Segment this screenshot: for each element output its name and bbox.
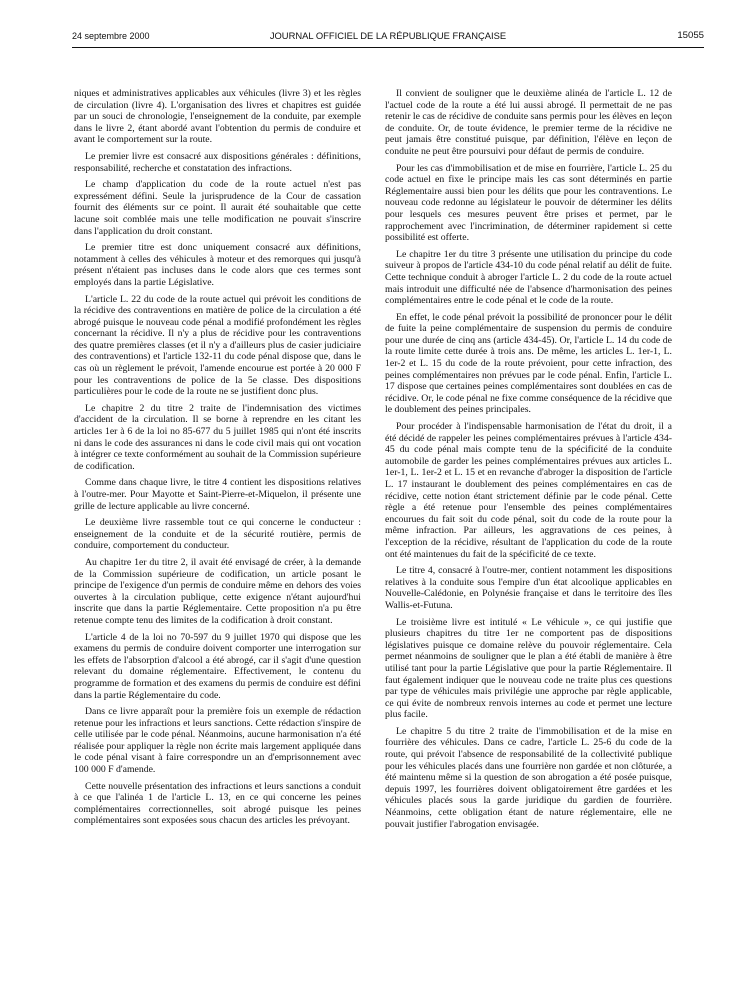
paragraph: niques et administratives applicables aux véhicules (livre 3) et les règles de circulation (livre 4). L'organisation des livres et chapitres est guidée par un souci de chronologie, l'enseignement de la conduite, par exemple dans le livre 2, étant abordé avant l'obtention du permis de conduire et avant le comportement sur la route. bbox=[74, 88, 361, 146]
paragraph: Dans ce livre apparaît pour la première fois un exemple de rédaction retenue pour les infractions et leurs sanctions. Cette rédaction s'inspire de celle utilisée par le code pénal. Néanmoins, aucune harmonisation n'a été réalisée pour appliquer la règle non écrite mais largement appliquée dans le code pénal visant à faire correspondre un an d'emprisonnement avec 100 000 F d'amende. bbox=[74, 706, 361, 776]
paragraph: Le premier livre est consacré aux dispositions générales : définitions, responsabilité, recherche et constatation des infractions. bbox=[74, 150, 361, 174]
paragraph: Cette nouvelle présentation des infractions et leurs sanctions a conduit à ce que l'alinéa 1 de l'article L. 13, en ce qui concerne les peines complémentaires correctionnelles, soit abrogé puisque les peines complémentaires sont exposées sous chacun des articles les prévoyant. bbox=[74, 780, 361, 827]
right-column bbox=[385, 88, 672, 835]
paragraph: Pour procéder à l'indispensable harmonisation de l'état du droit, il a été décidé de rappeler les peines complémentaires prévues à l'article 434-45 du code pénal mais compte tenu de la spécificité de la conduite automobile de garder les peines complémentaires prévues aux articles L. 1er-1, L. 1er-2 et L. 15 et en revanche d'abroger la disposition de l'article L. 17 instaurant le doublement des peines complémentaires en cas de récidive, cette notion étant strictement définie par le code pénal. Cette règle a été retenue pour l'ensemble des peines complémentaires encourues du fait soit du code pénal, soit du code de la route pour la même infraction. Par ailleurs, les aggravations de ces peines, à l'exception de la récidive, résultant de l'application du code de la route ont été maintenues du fait de la spécificité de ce texte. bbox=[385, 421, 672, 560]
paragraph: Le chapitre 5 du titre 2 traite de l'immobilisation et de la mise en fourrière des véhicules. Dans ce cadre, l'article L. 25-6 du code de la route, qui prévoit l'absence de responsabilité de la collectivité publique pour les véhicules placés dans une fourrière non gardée et non clôturée, a été maintenu même si la question de son abrogation a été posée puisque, depuis 1997, les fourrières doivent obligatoirement être gardées et les véhicules placés sous la garde juridique du gardien de fourrière. Néanmoins, cette obligation étant de nature réglementaire, elle ne pouvait justifier l'abrogation envisagée. bbox=[385, 725, 672, 830]
paragraph: Le premier titre est donc uniquement consacré aux définitions, notamment à celles des véhicules à moteur et des remorques qui jusqu'à présent n'étaient pas incluses dans le code alors que ces termes sont employés dans la partie Législative. bbox=[74, 242, 361, 288]
page-number: 15055 bbox=[677, 30, 704, 41]
paragraph: Le chapitre 2 du titre 2 traite de l'indemnisation des victimes d'accident de la circulation. Il se borne à reprendre en les citant les articles 1er à 6 de la loi no 85-677 du 5 juillet 1985 qui n'ont été inscrits ni dans le code des assurances ni dans le code civil mais qui ont vocation à intégrer ce texte conformément au souhait de la Commission supérieure de codification. bbox=[74, 402, 361, 472]
paragraph: En effet, le code pénal prévoit la possibilité de prononcer pour le délit de fuite la peine complémentaire de suspension du permis de conduire pour une durée de cinq ans (article 434-45). Or, l'article L. 14 du code de la route limite cette durée à trois ans. De même, les articles L. 1er-1, L. 1er-2 et L. 15 du code de la route prévoient, pour cette infraction, des peines complémentaires non prévues par le code pénal. Enfin, l'article L. 17 dispose que certaines peines complémentaires sont doublées en cas de récidive. Or, le code pénal ne fixe comme conséquence de la récidive que le doublement des peines principales. bbox=[385, 311, 672, 416]
paragraph: Comme dans chaque livre, le titre 4 contient les dispositions relatives à l'outre-mer. Pour Mayotte et Saint-Pierre-et-Miquelon, il présente une grille de lecture applicable au livre concerné. bbox=[74, 477, 361, 512]
paragraph: Au chapitre 1er du titre 2, il avait été envisagé de créer, à la demande de la Commission supérieure de codification, un article posant le principe de l'exigence d'un permis de conduire même en dehors des voies ouvertes à la circulation publique, cette exigence n'étant aujourd'hui inscrite que dans la partie Réglementaire. Cette proposition n'a pu être retenue compte tenu des limites de la codification à droit constant. bbox=[74, 556, 361, 626]
page-header bbox=[72, 29, 704, 43]
paragraph: Il convient de souligner que le deuxième alinéa de l'article L. 12 de l'actuel code de la route a été lui aussi abrogé. Il permettait de ne pas retenir le cas de récidive de conduite sans permis pour les élèves en leçon de conduite. Or, de toute évidence, le premier terme de la récidive ne peut jamais être constitué puisque, par définition, l'élève en leçon de conduite ne peut être poursuivi pour défaut de permis de conduire. bbox=[385, 88, 672, 157]
header-date: 24 septembre 2000 bbox=[72, 31, 150, 41]
paragraph: L'article L. 22 du code de la route actuel qui prévoit les conditions de la récidive des contraventions en matière de police de la circulation a été abrogé puisque le nouveau code pénal a modifié profondément les règles concernant la récidive. Il n'y a plus de récidive pour les contraventions des quatre premières classes (et il n'y a d'ailleurs plus de casier judiciaire des contraventions) et l'article 132-11 du code pénal dispose que, dans le cas où un règlement le prévoit, l'amende encourue est portée à 20 000 F pour les contraventions de police de la 5e classe. Des dispositions particulières pour le code de la route ne se justifient donc plus. bbox=[74, 293, 361, 398]
paragraph: L'article 4 de la loi no 70-597 du 9 juillet 1970 qui dispose que les examens du permis de conduire doivent comporter une interrogation sur les effets de l'absorption d'alcool a été abrogé, car il s'agit d'une question relevant du domaine réglementaire. Effectivement, le contenu du programme de formation et des examens du permis de conduire est défini dans la partie Réglementaire du code. bbox=[74, 631, 361, 701]
paragraph: Le chapitre 1er du titre 3 présente une utilisation du principe du code suiveur à propos de l'article 434-10 du code pénal relatif au délit de fuite. Cette technique conduit à abroger l'article L. 2 du code de la route actuel mais introduit une difficulté née de l'absence d'harmonisation des peines complémentaires entre le code pénal et le code de la route. bbox=[385, 248, 672, 307]
journal-title: JOURNAL OFFICIEL DE LA RÉPUBLIQUE FRANÇAISE bbox=[269, 30, 507, 41]
paragraph: Le titre 4, consacré à l'outre-mer, contient notamment les dispositions relatives à la conduite sous l'empire d'un état alcoolique applicables en Nouvelle-Calédonie, en Polynésie française et dans le territoire des îles Wallis-et-Futuna. bbox=[385, 565, 672, 611]
left-column bbox=[74, 88, 361, 832]
paragraph: Pour les cas d'immobilisation et de mise en fourrière, l'article L. 25 du code actuel en fixe le principe mais les cas sont déterminés en partie Réglementaire aussi bien pour les délits que pour les contraventions. Le nouveau code redonne au législateur le pouvoir de déterminer les délits pour lesquels ces mesures peuvent être prises et permet, par le rapprochement avec l'incrimination, de déterminer rapidement si cette possibilité est offerte. bbox=[385, 162, 672, 244]
paragraph: Le troisième livre est intitulé « Le véhicule », ce qui justifie que plusieurs chapitres du titre 1er ne comportent pas de dispositions législatives puisque ce domaine relève du pouvoir réglementaire. Cela permet néanmoins de souligner que le plan a été établi de manière à être utilisé tant pour la partie Législative que pour la partie Réglementaire. Il faut également indiquer que le nouveau code ne traite plus ces questions par type de véhicules mais privilégie une approche par règle applicable, ce qui évite de nombreux renvois internes au code et permet une lecture plus facile. bbox=[385, 616, 672, 721]
header-rule bbox=[72, 47, 704, 48]
paragraph: Le champ d'application du code de la route actuel n'est pas expressément défini. Seule la jurisprudence de la Cour de cassation fournit des éléments sur ce point. Il aurait été souhaitable que cette lacune soit comblée mais une telle modification ne pouvait s'inscrire dans l'application du droit constant. bbox=[74, 179, 361, 237]
paragraph: Le deuxième livre rassemble tout ce qui concerne le conducteur : enseignement de la conduite et de la sécurité routière, permis de conduire, comportement du conducteur. bbox=[74, 517, 361, 552]
